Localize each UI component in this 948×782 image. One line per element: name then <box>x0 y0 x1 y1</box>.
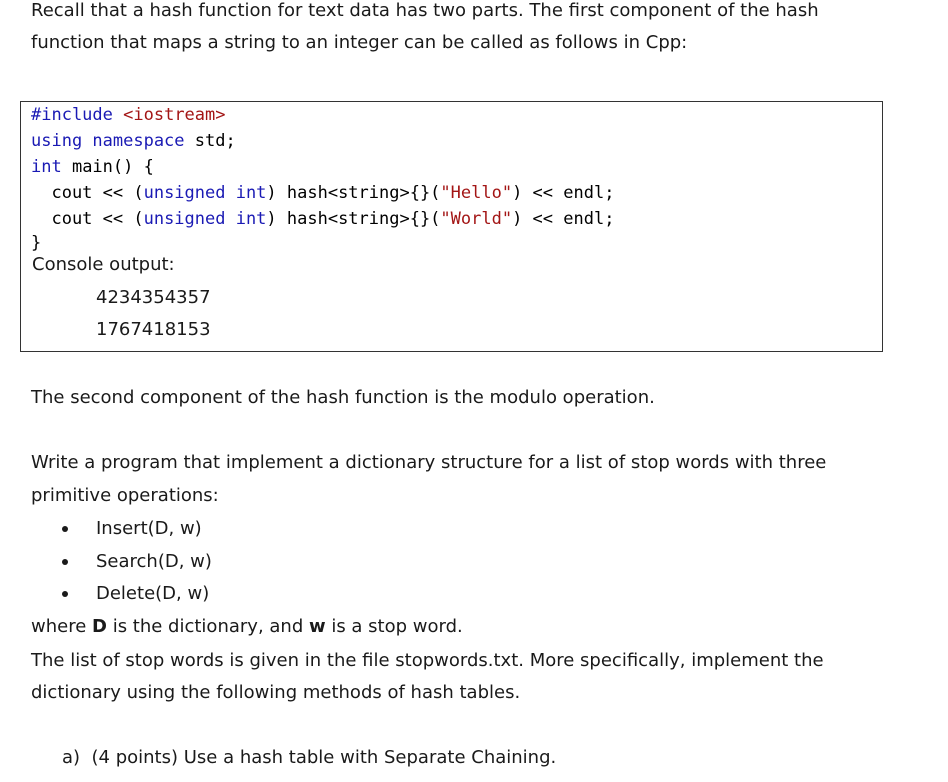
console-output-label: Console output: <box>32 254 175 275</box>
console-output-value-1: 4234354357 <box>96 287 211 308</box>
task-line-1: Write a program that implement a dictionary structure for a list of stop words with three <box>31 452 827 473</box>
code-line-close-brace: } <box>31 233 42 253</box>
bullet-dot <box>62 559 68 565</box>
intro-line-1: Recall that a hash function for text data has two parts. The first component of the hash <box>31 0 819 21</box>
console-output-value-2: 1767418153 <box>96 319 211 340</box>
part-a-label: a) <box>62 747 81 768</box>
code-line-using: using namespace std; <box>31 131 236 151</box>
operation-delete: Delete(D, w) <box>96 583 210 604</box>
part-a <box>62 747 556 769</box>
operation-search: Search(D, w) <box>96 551 212 572</box>
task-line-2: primitive operations: <box>31 485 219 506</box>
intro-line-2: function that maps a string to an integer can be called as follows in Cpp: <box>31 32 688 53</box>
code-line-main: int main() { <box>31 157 154 177</box>
stopwords-line-2: dictionary using the following methods of hash tables. <box>31 682 521 703</box>
code-line-cout-hello: cout << (unsigned int) hash<string>{}("Hello") << endl; <box>31 183 615 203</box>
part-a-text: (4 points) Use a hash table with Separate Chaining. <box>91 747 557 768</box>
code-box <box>20 101 883 352</box>
second-component-text: The second component of the hash function is the modulo operation. <box>31 387 655 408</box>
code-line-include: #include <iostream> <box>31 105 226 125</box>
bullet-dot <box>62 526 68 532</box>
code-line-cout-world: cout << (unsigned int) hash<string>{}("World") << endl; <box>31 209 615 229</box>
stopwords-line-1: The list of stop words is given in the file stopwords.txt. More specifically, implement the <box>31 650 824 671</box>
where-d-bold: D <box>92 616 107 637</box>
where-w-bold: w <box>308 616 326 637</box>
bullet-dot <box>62 591 68 597</box>
operation-insert: Insert(D, w) <box>96 518 202 539</box>
where-line: where D is the dictionary, and w is a stop word. <box>31 616 463 637</box>
